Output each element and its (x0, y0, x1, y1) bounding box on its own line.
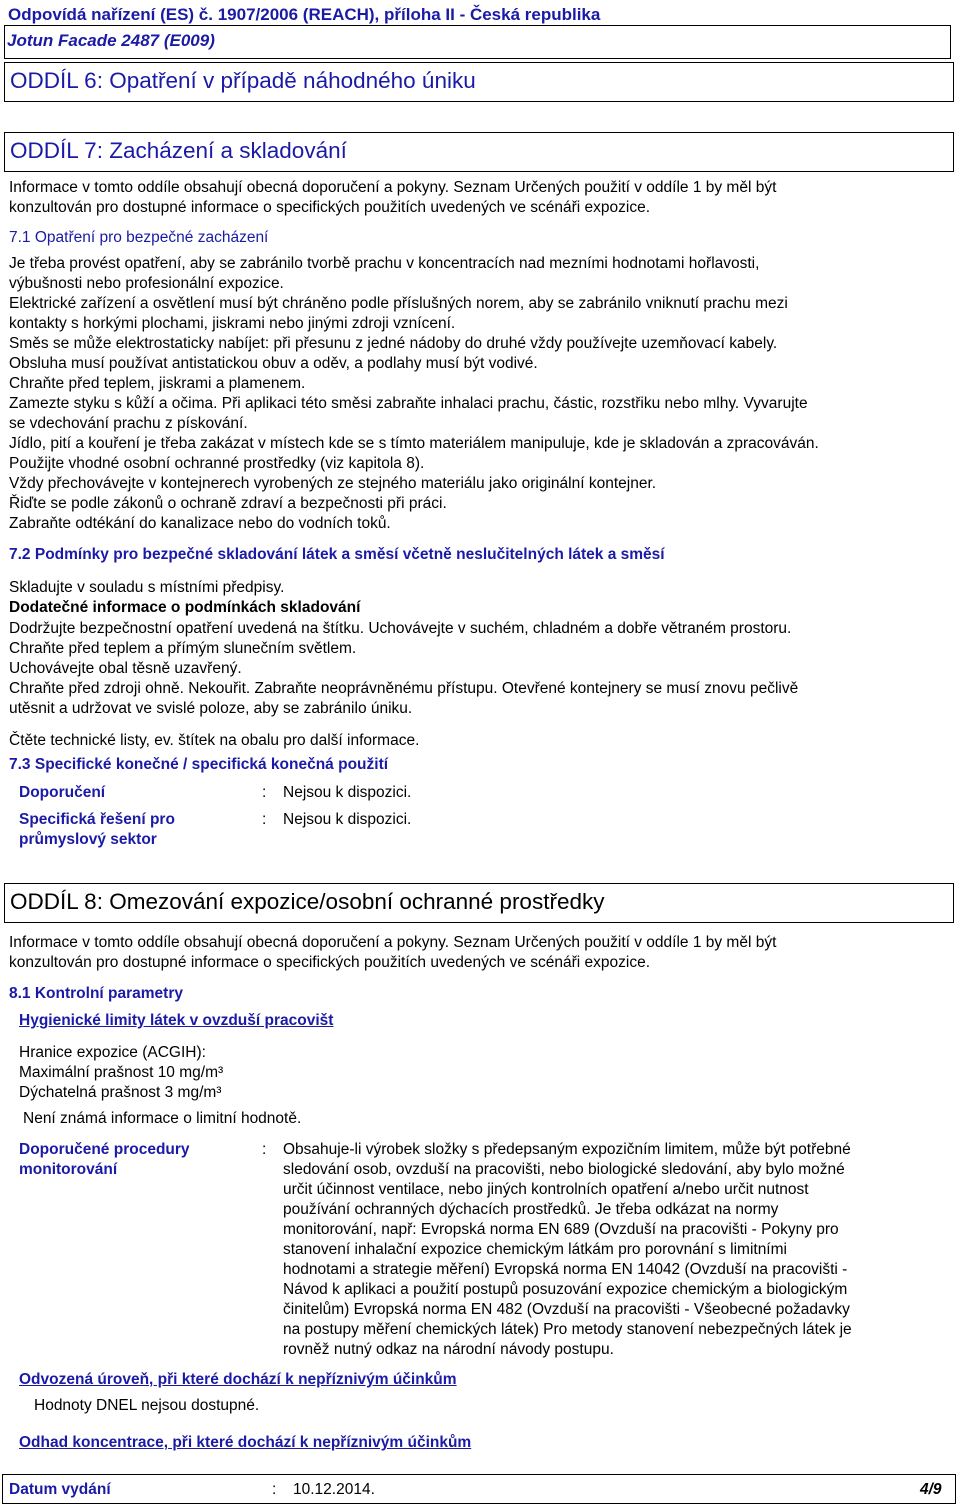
issue-date-label: Datum vydání (9, 1481, 111, 1498)
limit-line: Maximální prašnost 10 mg/m³ (19, 1064, 224, 1081)
product-name: Jotun Facade 2487 (E009) (7, 31, 215, 50)
recommendation-label: Doporučení (19, 784, 106, 801)
storage-line: Skladujte v souladu s místními předpisy. (9, 579, 285, 596)
text-line: monitorování, např: Evropská norma EN 689 (Ovzduší na pracovišti - Pokyny pro (283, 1221, 839, 1238)
read-technical-sheets: Čtěte technické listy, ev. štítek na obalu pro další informace. (9, 732, 420, 749)
recommendation-value: Nejsou k dispozici. (283, 784, 412, 801)
hygiene-limits-title: Hygienické limity látek v ovzduší pracovišt (19, 1012, 334, 1029)
text-line: Elektrické zařízení a osvětlení musí být chráněno podle příslušných norem, aby se zabránilo vniknutí prachu mezi (9, 295, 788, 312)
subsection-7-2-text (9, 619, 944, 719)
text-line: Chraňte před teplem a přímým slunečním světlem. (9, 640, 357, 657)
page-number: 4/9 (920, 1481, 942, 1498)
text-line: činitelům) Evropská norma EN 482 (Ovzduší na pracovišti - Všeobecné požadavky (283, 1301, 850, 1318)
section7-intro (9, 178, 944, 218)
footer-box (2, 1474, 956, 1504)
section7-title: ODDÍL 7: Zacházení a skladování (10, 138, 347, 163)
industrial-solutions-value: Nejsou k dispozici. (283, 811, 412, 828)
dnel-text: Hodnoty DNEL nejsou dostupné. (34, 1397, 260, 1414)
storage-additional-title: Dodatečné informace o podmínkách skladování (9, 599, 361, 616)
text-line: výbušnosti nebo profesionální expozice. (9, 275, 284, 292)
exposure-limits (19, 1043, 223, 1103)
regulation-header: Odpovídá nařízení (ES) č. 1907/2006 (REACH), příloha II - Česká republika (8, 5, 601, 24)
dnel-title: Odvozená úroveň, při které dochází k nepříznivým účinkům (19, 1371, 457, 1388)
section6-title: ODDÍL 6: Opatření v případě náhodného úniku (10, 68, 476, 93)
no-limit-info: Není známá informace o limitní hodnotě. (23, 1110, 302, 1127)
limit-line: Dýchatelná prašnost 3 mg/m³ (19, 1084, 222, 1101)
text-line: utěsnit a udržovat ve svislé poloze, aby se zabránilo úniku. (9, 700, 413, 717)
colon: : (262, 784, 267, 801)
text-line: Vždy přechovávejte v kontejnerech vyrobených ze stejného materiálu jako originální kontejner. (9, 475, 657, 492)
text-line: používání ochranných dýchacích prostředků. Je třeba odkázat na normy (283, 1201, 779, 1218)
intro-line: konzultován pro dostupné informace o specifických použitích uvedených ve scénáři expozice. (9, 954, 651, 971)
text-line: Obsahuje-li výrobek složky s předepsaným expozičním limitem, může být potřebné (283, 1141, 851, 1158)
text-line: Obsluha musí používat antistatickou obuv a oděv, a podlahy musí být vodivé. (9, 355, 538, 372)
subsection-7-1-text (9, 254, 944, 534)
text-line: Chraňte před teplem, jiskrami a plamenem. (9, 375, 306, 392)
text-line: Zabraňte odtékání do kanalizace nebo do vodních toků. (9, 515, 391, 532)
subsection-7-3-title: 7.3 Specifické konečné / specifická konečná použití (9, 756, 389, 773)
text-line: stanovení inhalační expozice chemickým látkám pro porovnání s limitními (283, 1241, 787, 1258)
text-line: Řiďte se podle zákonů o ochraně zdraví a bezpečnosti při práci. (9, 495, 447, 512)
text-line: Je třeba provést opatření, aby se zabránilo tvorbě prachu v koncentracích nad mezními hodnotami hořlavosti, (9, 255, 760, 272)
text-line: určit účinnost ventilace, nebo jiných kontrolních opatření a/nebo určit nutnost (283, 1181, 809, 1198)
text-line: na postupy měření chemických látek) Pro metody stanovení nebezpečných látek je (283, 1321, 852, 1338)
subsection-8-1-title: 8.1 Kontrolní parametry (9, 985, 183, 1002)
subsection-7-1-title: 7.1 Opatření pro bezpečné zacházení (9, 229, 269, 246)
monitoring-text (283, 1140, 948, 1360)
limit-line: Hranice expozice (ACGIH): (19, 1044, 206, 1061)
colon: : (262, 811, 267, 828)
colon: : (272, 1481, 277, 1498)
text-line: hodnotami a strategie měření) Evropská norma EN 14042 (Ovzduší na pracovišti - (283, 1261, 848, 1278)
text-line: Směs se může elektrostaticky nabíjet: při přesunu z jedné nádoby do druhé vždy používejte uzemňovací kabely. (9, 335, 778, 352)
section8-intro (9, 933, 944, 973)
section8-title: ODDÍL 8: Omezování expozice/osobní ochranné prostředky (10, 889, 605, 914)
text-line: Chraňte před zdroji ohně. Nekouřit. Zabraňte neoprávněnému přístupu. Otevřené kontejnery se musí znovu pečlivě (9, 680, 799, 697)
text-line: se vdechování prachu z pískování. (9, 415, 248, 432)
pnec-title: Odhad koncentrace, při které dochází k nepříznivým účinkům (19, 1434, 472, 1451)
intro-line: konzultován pro dostupné informace o specifických použitích uvedených ve scénáři expozice. (9, 199, 651, 216)
intro-line: Informace v tomto oddíle obsahují obecná doporučení a pokyny. Seznam Určených použití v oddíle 1 by měl být (9, 179, 777, 196)
text-line: Jídlo, pití a kouření je třeba zakázat v místech kde se s tímto materiálem manipuluje, kde je skladován a zpracováván. (9, 435, 819, 452)
text-line: Zamezte styku s kůží a očima. Při aplikaci této směsi zabraňte inhalaci prachu, částic, rozstřiku nebo mlhy. Vyvarujte (9, 395, 808, 412)
text-line: rovněž nutný odkaz na národní návody postupu. (283, 1341, 614, 1358)
text-line: sledování osob, ovzduší na pracovišti, nebo biologické sledování, aby bylo možné (283, 1161, 845, 1178)
subsection-7-2-title: 7.2 Podmínky pro bezpečné skladování látek a směsí včetně neslučitelných látek a směsí (9, 546, 665, 563)
text-line: Uchovávejte obal těsně uzavřený. (9, 660, 242, 677)
colon: : (262, 1141, 267, 1158)
industrial-solutions-label: Specifická řešení pro průmyslový sektor (19, 811, 175, 848)
text-line: Použijte vhodné osobní ochranné prostředky (viz kapitola 8). (9, 455, 425, 472)
intro-line: Informace v tomto oddíle obsahují obecná doporučení a pokyny. Seznam Určených použití v oddíle 1 by měl být (9, 934, 777, 951)
monitoring-label: Doporučené procedury monitorování (19, 1141, 190, 1178)
text-line: kontakty s horkými plochami, jiskrami nebo jinými zdroji vznícení. (9, 315, 456, 332)
text-line: Návod k aplikaci a použití postupů posuzování expozice chemickým a biologickým (283, 1281, 848, 1298)
issue-date-value: 10.12.2014. (293, 1481, 375, 1498)
text-line: Dodržujte bezpečnostní opatření uvedená na štítku. Uchovávejte v suchém, chladném a dobře větraném prostoru. (9, 620, 792, 637)
